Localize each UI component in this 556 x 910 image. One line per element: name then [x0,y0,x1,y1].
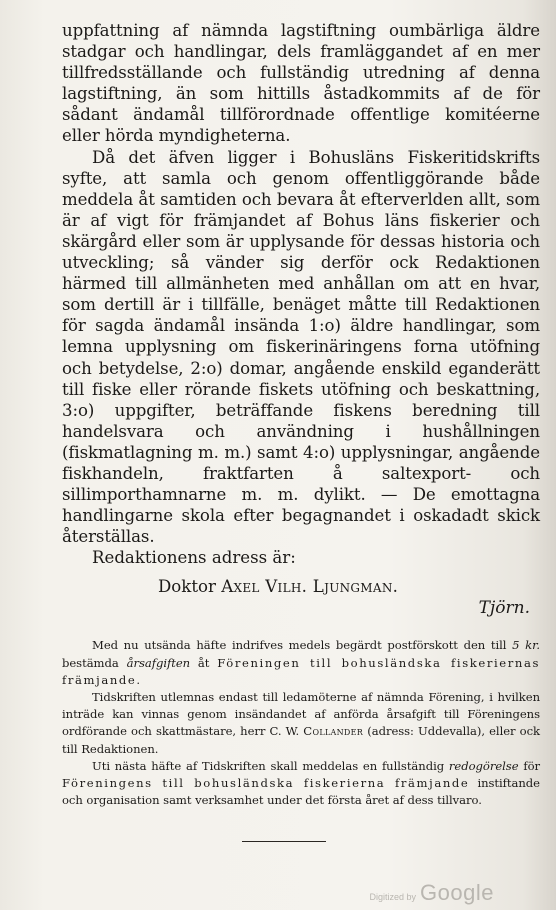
editor-name: Axel Vilh. Ljungman. [221,577,399,597]
note-fee: Med nu utsända häfte indrifves medels begärdt postförskott den till 5 kr. bestämda årsafgiften åt Föreningen till bohusländska fiskeriernas främjande. [62,638,541,687]
editor-title: Doktor [158,577,216,597]
closing-rule [242,841,326,842]
main-text [62,20,540,547]
address-label: Redaktionens adress är: [92,548,296,568]
note-next-issue: Uti nästa häfte af Tidskriften skall meddelas en fullständig redogörelse för Föreningens till bohusländska fiskerierna främjande instiftande och organisation samt verksamhet under det första året af dess tillvaro. [62,758,540,808]
notes-section [62,637,540,809]
editor-place: Tjörn. [478,598,530,619]
editor-address [62,576,540,597]
watermark-prefix: Digitized by [369,892,417,902]
paragraph-continuation: uppfattning af nämnda lagstiftning oumbärliga äldre stadgar och handlingar, dels framläggandet af en mer tillfredsställande och fullständig utredning af denna lagstiftning, än som hittills åstadkommits af de för sådant ändamål tillförordnade offentlige komitéerne eller hörda myndigheterna. [62,21,540,146]
note-distribution: Tidskriften utlemnas endast till ledamöterne af nämnda Förening, i hvilken inträde kan vinnas genom insändandet af anförda årsafgift till Föreningens ordförande och skattmästare, herr C. W. Collander (adress: Uddevalla), eller ock till Redaktionen. [62,690,541,756]
page-text [62,20,540,842]
google-logo: Google [420,880,494,905]
paragraph-appeal: Då det äfven ligger i Bohusläns Fiskeritidskrifts syfte, att samla och genom offentliggörande både meddela åt samtiden och bevara åt efterverlden allt, som är af vigt för främjandet af Bohus läns fiskerier och skärgård eller som är upplysande för dessas historia och utveckling; så vänder sig derför ock Redaktionen härmed till allmänheten med anhållan om att en hvar, som dertill är i tillfälle, benäget måtte till Redaktionen för sagda ändamål insända 1:o) äldre handlingar, som lemna upplysning om fiskerinäringens forna utöfning och betydelse, 2:o) domar, angående enskild eganderätt till fiske eller rörande fiskets utöfning och beskattning, 3:o) uppgifter, beträffande fiskens beredning till handelsvara och användning i hushållningen (fiskmatlagning m. m.) samt 4:o) upplysningar, angående fiskhandeln, fraktfarten å saltexport- och sillimporthamnarne m. m. dylikt. — De emottagna handlingarne skola efter begagnandet i oskadadt skick återställas. [62,147,540,547]
digitized-watermark [370,880,494,906]
